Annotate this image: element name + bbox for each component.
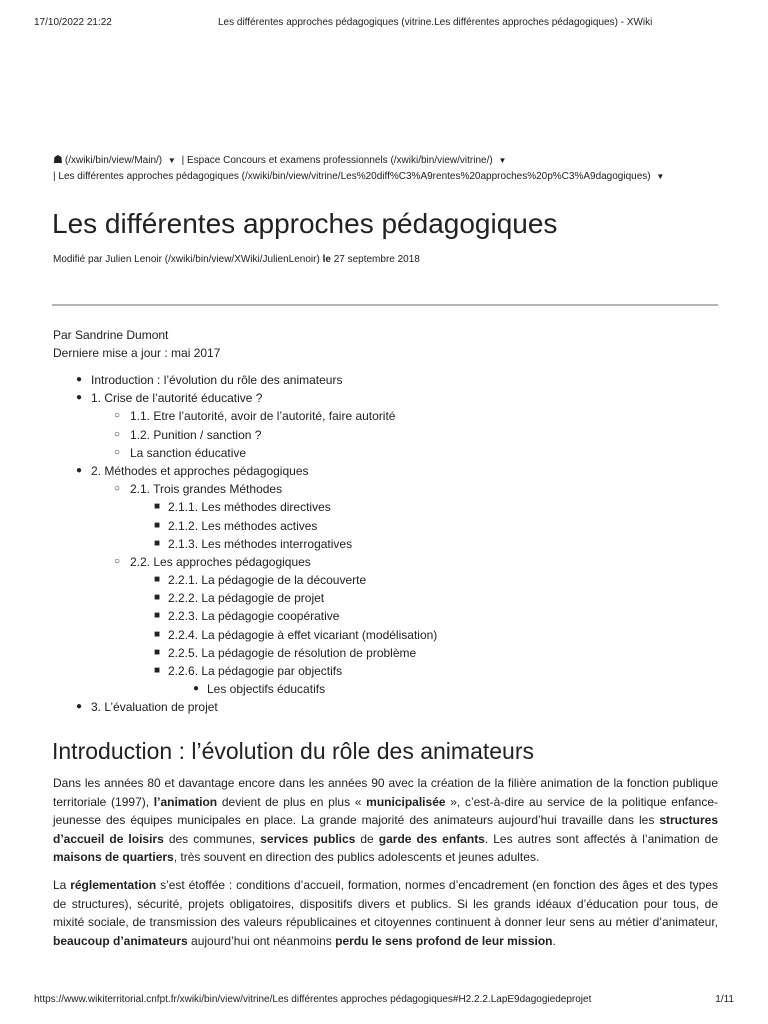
toc-item-label: 2.2.4. La pédagogie à effet vicariant (modélisation) xyxy=(168,627,438,642)
toc-item[interactable] xyxy=(53,371,437,389)
bullet-icon: ■ xyxy=(154,646,161,658)
table-of-contents xyxy=(53,371,437,717)
chevron-down-icon[interactable]: ▼ xyxy=(656,172,665,181)
toc-item[interactable] xyxy=(53,498,437,516)
bold-text: services publics xyxy=(260,831,356,846)
text-run: aujourd’hui ont néanmoins xyxy=(187,933,336,948)
toc-item-label: 1. Crise de l’autorité éducative ? xyxy=(91,391,263,406)
text-run: La xyxy=(53,878,71,892)
chevron-down-icon[interactable]: ▼ xyxy=(167,156,176,165)
paragraph-1 xyxy=(53,774,718,867)
author-link[interactable]: Julien Lenoir (/xwiki/bin/view/XWiki/JulienLenoir) xyxy=(105,254,320,265)
toc-item[interactable] xyxy=(53,389,437,407)
toc-item[interactable] xyxy=(53,462,437,480)
toc-item-label: 1.1. Etre l’autorité, avoir de l’autorité, faire autorité xyxy=(130,409,396,424)
bullet-icon: ● xyxy=(193,683,200,695)
breadcrumb-separator: | xyxy=(53,171,56,182)
bullet-icon: ○ xyxy=(114,446,121,458)
toc-item-label: Introduction : l’évolution du rôle des animateurs xyxy=(91,373,343,387)
bullet-icon: ■ xyxy=(154,665,161,676)
toc-item-label: 2.1.2. Les méthodes actives xyxy=(168,518,318,533)
toc-item-label: 2.1. Trois grandes Méthodes xyxy=(130,482,283,497)
divider xyxy=(52,304,718,306)
bold-text: garde des enfants xyxy=(378,831,485,846)
bullet-icon: ■ xyxy=(154,628,161,640)
text-run: s’est étoffée : conditions d’accueil, formation, normes d’encadrement (en fonction des âges et des types de structures), sécurité, projets obligatoires, dispositifs divers et publics. Si les grands idéaux d’éducation pour tous, de mixité sociale, de transmission des valeurs républicaines et citoyennes continuent à donner leur sens au métier d’animateur, xyxy=(53,878,719,929)
toc-item[interactable] xyxy=(53,680,437,698)
bullet-icon: ● xyxy=(76,392,83,404)
modified-info xyxy=(53,254,420,265)
article-meta xyxy=(53,326,220,362)
toc-item-label: 2. Méthodes et approches pédagogiques xyxy=(91,463,309,478)
toc-item[interactable] xyxy=(53,444,437,462)
bullet-icon: ■ xyxy=(154,519,161,531)
toc-item[interactable] xyxy=(53,553,437,571)
text-run: , très souvent en direction des publics adolescents et jeunes adultes. xyxy=(173,850,540,864)
bold-text: municipalisée xyxy=(366,794,446,809)
toc-item-label: 2.2.5. La pédagogie de résolution de problème xyxy=(168,645,417,660)
toc-item-label: 2.2.2. La pédagogie de projet xyxy=(168,591,325,606)
toc-item-label: 2.2.6. La pédagogie par objectifs xyxy=(168,664,343,678)
bold-text: réglementation xyxy=(70,878,157,892)
article-author: Par Sandrine Dumont xyxy=(53,328,169,342)
toc-item[interactable] xyxy=(53,644,437,662)
bullet-icon: ○ xyxy=(114,555,121,567)
toc-item-label: 3. L’évaluation de projet xyxy=(91,700,218,715)
bullet-icon: ● xyxy=(76,464,83,476)
toc-item-label: Les objectifs éducatifs xyxy=(207,682,326,697)
bullet-icon: ○ xyxy=(114,428,121,440)
breadcrumb-page-link[interactable]: Les différentes approches pédagogiques (/xwiki/bin/view/vitrine/Les%20diff%C3%A9rentes%20approches%20p%C3%A9dagogiques) xyxy=(58,171,651,182)
modified-prefix: Modifié par xyxy=(53,254,103,265)
text-run: des communes, xyxy=(163,831,261,846)
text-run: de xyxy=(355,831,379,846)
toc-list xyxy=(53,371,437,717)
toc-item-label: 1.2. Punition / sanction ? xyxy=(130,427,262,442)
bold-text: beaucoup d’animateurs xyxy=(53,933,188,948)
toc-item[interactable] xyxy=(53,626,437,644)
bullet-icon: ○ xyxy=(114,483,121,495)
toc-item-label: 2.1.3. Les méthodes interrogatives xyxy=(168,536,353,551)
home-icon[interactable]: ☗ xyxy=(53,154,63,166)
modified-date: 27 septembre 2018 xyxy=(333,254,420,265)
paragraph-2 xyxy=(53,876,718,950)
toc-item[interactable] xyxy=(53,698,437,716)
text-run: Dans les années 80 et davantage encore dans les années 90 avec la création de la filière animation de la fonction publique territoriale (1997), xyxy=(53,776,718,809)
breadcrumb xyxy=(53,152,667,185)
print-datetime: 17/10/2022 21:22 xyxy=(34,17,112,28)
bullet-icon: ■ xyxy=(154,574,161,586)
bold-text: maisons de quartiers xyxy=(53,850,174,864)
breadcrumb-space-link[interactable]: Espace Concours et examens professionnels (/xwiki/bin/view/vitrine/) xyxy=(187,155,493,166)
page-title: Les différentes approches pédagogiques xyxy=(52,208,558,239)
section-heading: Introduction : l’évolution du rôle des animateurs xyxy=(52,738,535,764)
bullet-icon: ○ xyxy=(114,410,121,422)
breadcrumb-home-link[interactable]: (/xwiki/bin/view/Main/) xyxy=(64,155,163,166)
bullet-icon: ● xyxy=(76,701,83,713)
bullet-icon: ● xyxy=(76,374,83,385)
toc-item[interactable] xyxy=(53,607,437,625)
bold-text: perdu le sens profond de leur mission xyxy=(335,933,553,948)
modified-le: le xyxy=(322,254,331,265)
toc-item[interactable] xyxy=(53,517,437,535)
chevron-down-icon[interactable]: ▼ xyxy=(498,156,507,165)
toc-item[interactable] xyxy=(53,407,437,425)
toc-item-label: 2.2.1. La pédagogie de la découverte xyxy=(168,573,367,588)
text-run: », c’est-à-dire au service de la politique enfance-jeunesse des équipes municipales en place. La grande majorité des animateurs aujourd’hui travaille dans les xyxy=(53,794,718,827)
toc-item[interactable] xyxy=(53,662,437,680)
print-url: https://www.wikiterritorial.cnfpt.fr/xwiki/bin/view/vitrine/Les différentes approches pédagogiques#H2.2.2.LapE9dagogiedeprojet xyxy=(34,994,592,1005)
page-number: 1/11 xyxy=(715,994,734,1005)
toc-item[interactable] xyxy=(53,571,437,589)
bullet-icon: ■ xyxy=(154,537,161,549)
toc-item[interactable] xyxy=(53,426,437,444)
toc-item-label: 2.2.3. La pédagogie coopérative xyxy=(168,609,340,624)
bold-text: structures d’accueil de loisirs xyxy=(53,813,718,846)
toc-item-label: 2.2. Les approches pédagogiques xyxy=(130,554,311,569)
text-run: . Les autres sont affectés à l’animation de xyxy=(484,831,719,846)
print-doc-title: Les différentes approches pédagogiques (vitrine.Les différentes approches pédagogiques) - XWiki xyxy=(218,17,653,28)
article-updated: Derniere mise a jour : mai 2017 xyxy=(53,346,221,360)
bold-text: l’animation xyxy=(153,794,218,809)
toc-item[interactable] xyxy=(53,535,437,553)
text-run: devient de plus en plus « xyxy=(217,794,367,809)
bullet-icon: ■ xyxy=(154,592,161,604)
bullet-icon: ■ xyxy=(154,501,161,513)
text-run: . xyxy=(552,933,556,948)
toc-item-label: 2.1.1. Les méthodes directives xyxy=(168,500,331,515)
breadcrumb-separator: | xyxy=(181,155,185,166)
bullet-icon: ■ xyxy=(154,610,161,622)
toc-item[interactable] xyxy=(53,480,437,498)
toc-item[interactable] xyxy=(53,589,437,607)
toc-item-label: La sanction éducative xyxy=(130,445,247,460)
